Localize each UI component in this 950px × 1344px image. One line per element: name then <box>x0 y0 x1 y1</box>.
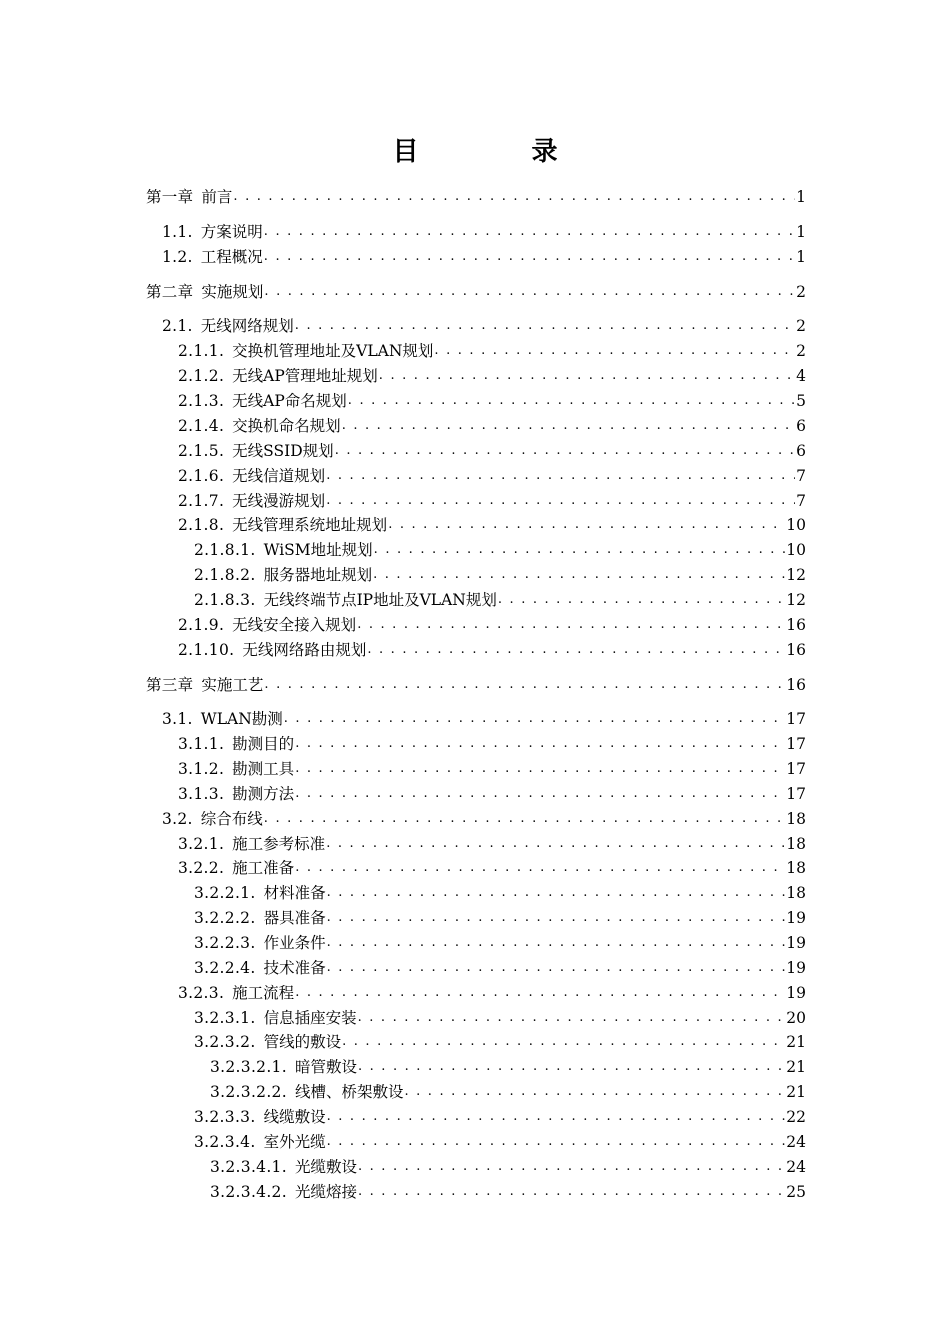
toc-entry-page: 6 <box>796 417 806 435</box>
toc-dot-leader <box>357 614 785 636</box>
toc-entry-title: 器具准备 <box>263 909 326 927</box>
toc-dot-leader <box>326 490 795 512</box>
toc-dot-leader <box>404 1081 785 1103</box>
toc-entry-page: 18 <box>786 884 806 902</box>
toc-entry[interactable] <box>194 1007 806 1029</box>
toc-entry-number: 3.2.3. <box>178 984 225 1002</box>
toc-entry-number: 3.1.1. <box>178 735 225 753</box>
toc-entry[interactable] <box>194 932 806 954</box>
toc-dot-leader <box>327 1131 786 1153</box>
toc-entry-page: 19 <box>786 934 806 952</box>
toc-entry-number: 3.2.2. <box>178 859 225 877</box>
toc-entry[interactable] <box>162 708 806 730</box>
toc-entry[interactable] <box>178 833 806 855</box>
toc-entry[interactable] <box>194 907 806 929</box>
toc-entry[interactable] <box>178 415 806 437</box>
toc-dot-leader <box>498 589 785 611</box>
toc-entry-number: 3.2.3.3. <box>194 1108 256 1126</box>
toc-dot-leader <box>233 186 795 208</box>
toc-entry[interactable] <box>162 808 806 830</box>
toc-entry-page: 2 <box>796 317 806 335</box>
toc-entry-page: 24 <box>786 1158 806 1176</box>
toc-dot-leader <box>335 440 795 462</box>
toc-entry-number: 3.2.3.4.2. <box>210 1183 287 1201</box>
toc-entry-page: 18 <box>786 810 806 828</box>
toc-entry-page: 25 <box>786 1183 806 1201</box>
toc-entry-page: 24 <box>786 1133 806 1151</box>
toc-entry-title: 管线的敷设 <box>263 1033 342 1051</box>
toc-entry-page: 2 <box>796 342 806 360</box>
toc-entry-page: 17 <box>786 785 806 803</box>
toc-entry-title: 作业条件 <box>263 934 326 952</box>
toc-dot-leader <box>358 1156 785 1178</box>
toc-dot-leader <box>295 315 795 337</box>
toc-entry[interactable] <box>194 564 806 586</box>
toc-entry-number: 第二章 <box>146 283 194 301</box>
toc-dot-leader <box>264 808 785 830</box>
toc-entry-page: 12 <box>786 591 806 609</box>
toc-entry-title: 方案说明 <box>200 223 263 241</box>
toc-dot-leader <box>295 733 785 755</box>
toc-entry[interactable] <box>178 440 806 462</box>
toc-dot-leader <box>295 758 785 780</box>
toc-entry-title: 实施工艺 <box>201 676 264 694</box>
toc-entry-number: 3.2.3.2.2. <box>210 1083 287 1101</box>
toc-entry-title: 无线信道规划 <box>232 467 326 485</box>
toc-entry-title: 施工参考标准 <box>232 835 326 853</box>
toc-entry[interactable] <box>178 982 806 1004</box>
toc-entry-page: 16 <box>786 616 806 634</box>
toc-entry-page: 1 <box>796 223 806 241</box>
toc-entry[interactable] <box>178 340 806 362</box>
toc-entry-number: 第一章 <box>146 188 194 206</box>
toc-entry-page: 17 <box>786 710 806 728</box>
toc-entry[interactable] <box>210 1181 806 1203</box>
toc-entry-number: 1.2. <box>162 248 193 266</box>
toc-entry-title: 信息插座安装 <box>263 1009 357 1027</box>
toc-entry-page: 7 <box>796 467 806 485</box>
toc-entry-title: 施工流程 <box>232 984 295 1002</box>
toc-entry-title: 工程概况 <box>200 248 263 266</box>
toc-entry[interactable] <box>210 1056 806 1078</box>
toc-entry-number: 2.1.8.1. <box>194 541 256 559</box>
toc-entry-number: 2.1.3. <box>178 392 225 410</box>
toc-entry-title: 无线AP管理地址规划 <box>232 367 378 385</box>
toc-dot-leader <box>388 514 785 536</box>
toc-entry-number: 3.1.2. <box>178 760 225 778</box>
toc-entry-page: 17 <box>786 760 806 778</box>
toc-dot-leader <box>295 783 785 805</box>
toc-entry-page: 2 <box>796 283 806 301</box>
toc-dot-leader <box>373 564 785 586</box>
toc-entry[interactable] <box>194 882 806 904</box>
toc-entry-page: 10 <box>786 516 806 534</box>
toc-entry[interactable] <box>146 186 806 208</box>
toc-entry-page: 1 <box>796 188 806 206</box>
toc-entry-title: 勘测方法 <box>232 785 295 803</box>
toc-entry-page: 16 <box>786 641 806 659</box>
toc-dot-leader <box>327 1106 786 1128</box>
toc-entry-page: 5 <box>796 392 806 410</box>
toc-dot-leader <box>295 982 785 1004</box>
toc-entry-number: 2.1.8. <box>178 516 225 534</box>
toc-dot-leader <box>327 957 786 979</box>
toc-entry-number: 3.2.3.1. <box>194 1009 256 1027</box>
toc-entry[interactable] <box>178 490 806 512</box>
toc-entry[interactable] <box>194 539 806 561</box>
toc-dot-leader <box>295 857 785 879</box>
toc-entry-number: 2.1.5. <box>178 442 225 460</box>
toc-entry-number: 2.1.8.3. <box>194 591 256 609</box>
toc-entry-page: 21 <box>786 1083 806 1101</box>
toc-entry[interactable] <box>146 674 806 696</box>
toc-entry[interactable] <box>178 390 806 412</box>
toc-dot-leader <box>379 365 795 387</box>
toc-dot-leader <box>264 221 795 243</box>
toc-entry-title: 技术准备 <box>263 959 326 977</box>
toc-entry-page: 1 <box>796 248 806 266</box>
toc-dot-leader <box>342 1031 785 1053</box>
toc-dot-leader <box>326 833 785 855</box>
toc-dot-leader <box>326 465 795 487</box>
toc-entry[interactable] <box>162 221 806 243</box>
toc-entry-number: 2.1.8.2. <box>194 566 256 584</box>
toc-dot-leader <box>327 907 786 929</box>
toc-entry[interactable] <box>194 1106 806 1128</box>
toc-entry-page: 7 <box>796 492 806 510</box>
toc-entry-number: 2.1. <box>162 317 193 335</box>
toc-entry[interactable] <box>210 1156 806 1178</box>
toc-entry-title: 暗管敷设 <box>294 1058 357 1076</box>
toc-entry-title: 勘测目的 <box>232 735 295 753</box>
toc-entry-title: 综合布线 <box>200 810 263 828</box>
toc-entry-page: 19 <box>786 909 806 927</box>
toc-dot-leader <box>342 415 795 437</box>
toc-entry-page: 21 <box>786 1033 806 1051</box>
toc-entry-number: 2.1.2. <box>178 367 225 385</box>
toc-entry-page: 19 <box>786 984 806 1002</box>
toc-dot-leader <box>434 340 795 362</box>
toc-dot-leader <box>348 390 795 412</box>
toc-entry[interactable] <box>162 315 806 337</box>
toc-entry-title: 无线SSID规划 <box>232 442 334 460</box>
toc-entry-number: 3.2.2.4. <box>194 959 256 977</box>
toc-entry-title: 施工准备 <box>232 859 295 877</box>
toc-entry[interactable] <box>178 465 806 487</box>
toc-entry[interactable] <box>178 514 806 536</box>
toc-entry-title: 无线网络路由规划 <box>242 641 367 659</box>
toc-dot-leader <box>264 281 795 303</box>
toc-entry-number: 2.1.1. <box>178 342 225 360</box>
toc-entry-number: 3.2.3.4. <box>194 1133 256 1151</box>
toc-dot-leader <box>358 1007 786 1029</box>
toc-entry[interactable] <box>178 733 806 755</box>
toc-entry-title: 无线网络规划 <box>200 317 294 335</box>
toc-entry[interactable] <box>178 857 806 879</box>
toc-entry-title: 交换机命名规划 <box>232 417 341 435</box>
toc-entry-page: 10 <box>786 541 806 559</box>
toc-entry[interactable] <box>178 614 806 636</box>
toc-entry-page: 22 <box>786 1108 806 1126</box>
toc-entry-title: 交换机管理地址及VLAN规划 <box>232 342 434 360</box>
toc-entry-number: 2.1.10. <box>178 641 235 659</box>
toc-entry[interactable] <box>210 1081 806 1103</box>
toc-entry-number: 2.1.7. <box>178 492 225 510</box>
toc-entry-number: 3.2.2.2. <box>194 909 256 927</box>
toc-dot-leader <box>358 1056 785 1078</box>
toc-entry-number: 2.1.4. <box>178 417 225 435</box>
page-title: 目 录 <box>392 137 610 167</box>
toc-entry-number: 3.2.2.3. <box>194 934 256 952</box>
toc-entry-page: 18 <box>786 835 806 853</box>
toc-entry-title: 无线AP命名规划 <box>232 392 347 410</box>
toc-entry-page: 18 <box>786 859 806 877</box>
toc-dot-leader <box>327 882 786 904</box>
toc-entry-title: 光缆敷设 <box>294 1158 357 1176</box>
toc-entry-number: 3.1. <box>162 710 193 728</box>
toc-entry[interactable] <box>194 1031 806 1053</box>
toc-entry-title: 光缆熔接 <box>294 1183 357 1201</box>
toc-entry-page: 20 <box>786 1009 806 1027</box>
toc-entry-title: 无线管理系统地址规划 <box>232 516 388 534</box>
toc-entry-title: 勘测工具 <box>232 760 295 778</box>
toc-entry-title: 线缆敷设 <box>263 1108 326 1126</box>
toc-entry[interactable] <box>178 758 806 780</box>
toc-dot-leader <box>358 1181 785 1203</box>
toc-entry-number: 1.1. <box>162 223 193 241</box>
toc-entry-title: 服务器地址规划 <box>263 566 373 584</box>
toc-entry[interactable] <box>194 589 806 611</box>
toc-entry-number: 3.2.1. <box>178 835 225 853</box>
toc-entry[interactable] <box>194 957 806 979</box>
toc-entry-title: 室外光缆 <box>263 1133 326 1151</box>
toc-entry-page: 21 <box>786 1058 806 1076</box>
toc-entry-page: 16 <box>786 676 806 694</box>
toc-entry[interactable] <box>178 639 806 661</box>
toc-entry[interactable] <box>194 1131 806 1153</box>
toc-entry[interactable] <box>162 246 806 268</box>
toc-dot-leader <box>374 539 786 561</box>
toc-entry-page: 4 <box>796 367 806 385</box>
toc-entry-title: 无线漫游规划 <box>232 492 326 510</box>
toc-dot-leader <box>284 708 786 730</box>
toc-entry-number: 3.2.2.1. <box>194 884 256 902</box>
toc-entry-number: 第三章 <box>146 676 194 694</box>
toc-entry-title: 无线终端节点IP地址及VLAN规划 <box>263 591 497 609</box>
toc-dot-leader <box>264 246 795 268</box>
toc-entry[interactable] <box>178 783 806 805</box>
toc-entry-number: 3.2. <box>162 810 193 828</box>
toc-entry-number: 2.1.9. <box>178 616 225 634</box>
toc-entry-page: 19 <box>786 959 806 977</box>
toc-entry-number: 2.1.6. <box>178 467 225 485</box>
toc-entry-title: 线槽、桥架敷设 <box>294 1083 404 1101</box>
toc-entry-number: 3.1.3. <box>178 785 225 803</box>
toc-entry-number: 3.2.3.4.1. <box>210 1158 287 1176</box>
toc-entry[interactable] <box>178 365 806 387</box>
toc-dot-leader <box>367 639 785 661</box>
toc-entry-title: 前言 <box>201 188 233 206</box>
toc-entry-title: WLAN勘测 <box>200 710 283 728</box>
toc-entry-title: 无线安全接入规划 <box>232 616 357 634</box>
toc-entry-title: 材料准备 <box>263 884 326 902</box>
toc-entry-title: WiSM地址规划 <box>263 541 373 559</box>
toc-entry-page: 6 <box>796 442 806 460</box>
toc-dot-leader <box>264 674 785 696</box>
toc-entry-page: 17 <box>786 735 806 753</box>
toc-entry[interactable] <box>146 281 806 303</box>
toc-entry-title: 实施规划 <box>201 283 264 301</box>
toc-dot-leader <box>327 932 786 954</box>
toc-entry-number: 3.2.3.2. <box>194 1033 256 1051</box>
toc-entry-page: 12 <box>786 566 806 584</box>
toc-entry-number: 3.2.3.2.1. <box>210 1058 287 1076</box>
